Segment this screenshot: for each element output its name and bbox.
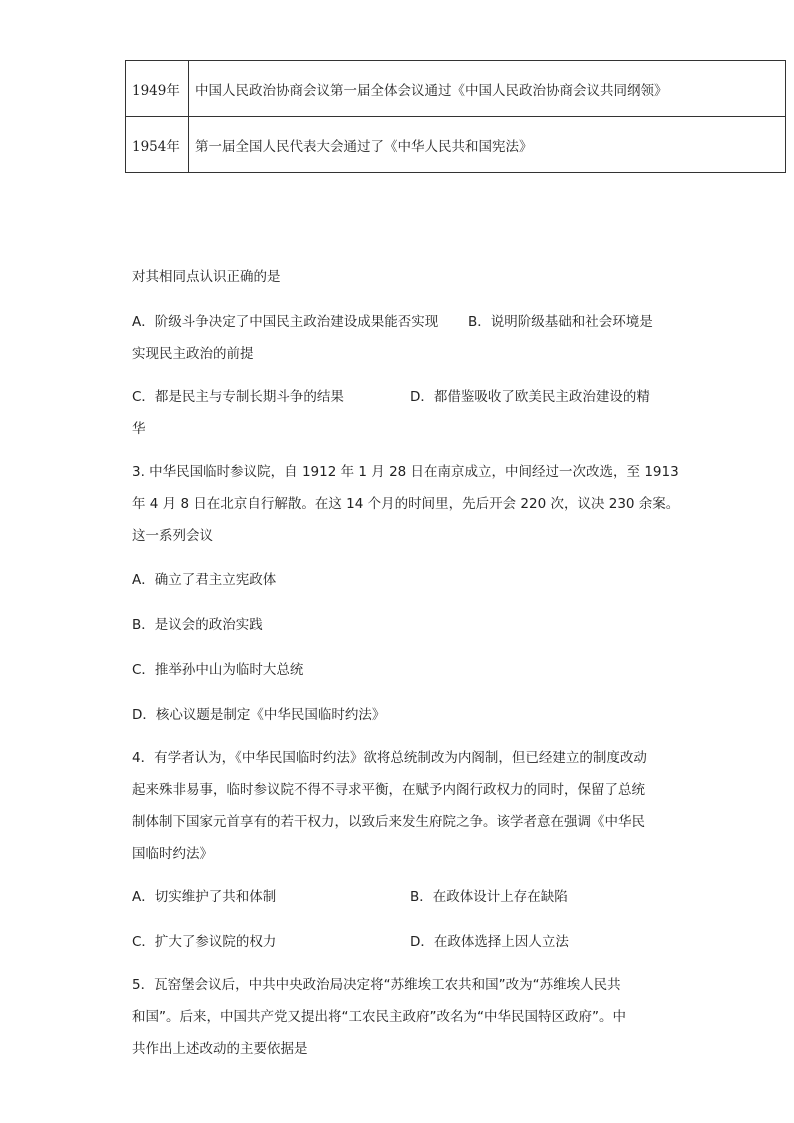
q3-stem-line1: 3. 中华民国临时参议院，自 1912 年 1 月 28 日在南京成立，中间经过一次改选，至 1913 — [132, 464, 679, 480]
year-cell: 1949年 — [126, 61, 189, 117]
q2-option-d-cont: 华 — [132, 421, 146, 437]
q3-option-b: B．是议会的政治实践 — [132, 617, 263, 633]
q3-stem-line2: 年 4 月 8 日在北京自行解散。在这 14 个月的时间里，先后开会 220 次，议决 230 余案。 — [132, 496, 680, 512]
q5-stem-line3: 共作出上述改动的主要依据是 — [132, 1041, 308, 1057]
q4-option-d: D．在政体选择上因人立法 — [410, 934, 569, 950]
q5-stem-line1: 5．瓦窑堡会议后，中共中央政治局决定将“苏维埃工农共和国”改为“苏维埃人民共 — [132, 977, 621, 993]
q2-option-a: A．阶级斗争决定了中国民主政治建设成果能否实现 — [132, 314, 439, 330]
q2-stem: 对其相同点认识正确的是 — [132, 269, 281, 285]
q4-stem-line1: 4．有学者认为，《中华民国临时约法》欲将总统制改为内阁制，但已经建立的制度改动 — [132, 750, 647, 766]
q3-option-d: D．核心议题是制定《中华民国临时约法》 — [132, 707, 386, 723]
q2-option-c: C．都是民主与专制长期斗争的结果 — [132, 389, 344, 405]
event-cell: 中国人民政治协商会议第一届全体会议通过《中国人民政治协商会议共同纲领》 — [189, 61, 786, 117]
q3-option-c: C．推举孙中山为临时大总统 — [132, 662, 304, 678]
q3-option-a: A．确立了君主立宪政体 — [132, 572, 277, 588]
q4-stem-line2: 起来殊非易事，临时参议院不得不寻求平衡，在赋予内阁行政权力的同时，保留了总统 — [132, 782, 645, 798]
q4-stem-line4: 国临时约法》 — [132, 846, 213, 862]
q2-option-d: D．都借鉴吸收了欧美民主政治建设的精 — [410, 389, 650, 405]
q4-option-b: B．在政体设计上存在缺陷 — [410, 889, 568, 905]
table-row — [126, 61, 786, 117]
history-events-table — [125, 60, 786, 173]
q5-stem-line2: 和国”。后来，中国共产党又提出将“工农民主政府”改名为“中华民国特区政府”。中 — [132, 1009, 626, 1025]
q4-option-c: C．扩大了参议院的权力 — [132, 934, 277, 950]
q3-stem-line3: 这一系列会议 — [132, 528, 213, 544]
q4-option-a: A．切实维护了共和体制 — [132, 889, 277, 905]
table-row — [126, 117, 786, 173]
q2-option-b: B．说明阶级基础和社会环境是 — [468, 314, 653, 330]
q4-stem-line3: 制体制下国家元首享有的若干权力，以致后来发生府院之争。该学者意在强调《中华民 — [132, 814, 645, 830]
year-cell: 1954年 — [126, 117, 189, 173]
q2-option-b-cont: 实现民主政治的前提 — [132, 346, 254, 362]
event-cell: 第一届全国人民代表大会通过了《中华人民共和国宪法》 — [189, 117, 786, 173]
